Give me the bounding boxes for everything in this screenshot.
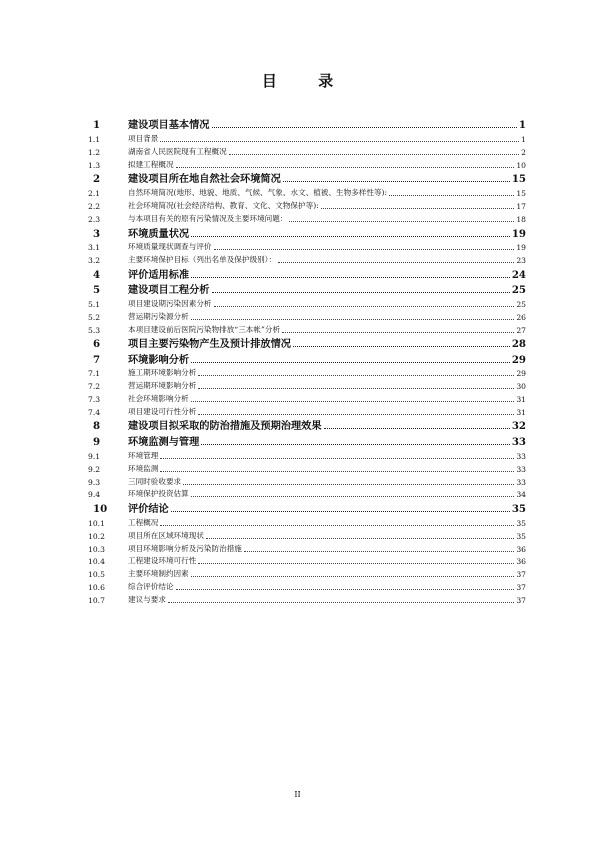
dot-leader xyxy=(283,181,510,182)
dot-leader xyxy=(191,496,515,497)
toc-entry-page: 34 xyxy=(516,490,526,500)
toc-section-entry[interactable] xyxy=(88,461,526,474)
dot-leader xyxy=(160,525,514,526)
dot-leader xyxy=(212,292,510,293)
toc-entry-page: 1 xyxy=(518,119,526,132)
toc-entry-page: 23 xyxy=(516,256,526,266)
toc-entry-number: 5 xyxy=(93,284,101,297)
toc-chapter-entry[interactable] xyxy=(88,224,526,239)
toc-entry-number: 10.6 xyxy=(88,583,105,593)
toc-entry-number: 5.1 xyxy=(88,299,101,309)
toc-entry-number: 7.2 xyxy=(88,382,101,392)
dot-leader xyxy=(160,458,514,459)
toc-entry-title: 评价结论 xyxy=(128,502,169,515)
toc-entry-page: 1 xyxy=(521,135,526,145)
dot-leader xyxy=(214,249,515,250)
toc-entry-page: 35 xyxy=(516,518,526,528)
dot-leader xyxy=(160,141,519,142)
dot-leader xyxy=(198,375,514,376)
toc-entry-number: 5.3 xyxy=(88,325,101,335)
toc-chapter-entry[interactable] xyxy=(88,116,526,131)
toc-chapter-entry[interactable] xyxy=(88,499,526,514)
toc-section-entry[interactable] xyxy=(88,378,526,391)
toc-entry-title: 环境保护投资估算 xyxy=(128,489,189,499)
toc-entry-page: 35 xyxy=(511,502,526,515)
dot-leader xyxy=(321,208,515,209)
toc-entry-page: 33 xyxy=(516,464,526,474)
toc-section-entry[interactable] xyxy=(88,515,526,528)
toc-entry-page: 25 xyxy=(516,299,526,309)
toc-entry-title: 社会环境影响分析 xyxy=(128,394,189,404)
toc-section-entry[interactable] xyxy=(88,566,526,579)
toc-entry-title: 项目建设期污染因素分析 xyxy=(128,298,212,308)
dot-leader xyxy=(176,589,515,590)
page-title: 目 录 xyxy=(261,72,352,90)
toc-section-entry[interactable] xyxy=(88,198,526,211)
toc-entry-number: 6 xyxy=(93,338,101,351)
toc-entry-page: 25 xyxy=(511,284,526,297)
dot-leader xyxy=(171,511,510,512)
toc-entry-page: 2 xyxy=(521,148,526,158)
dot-leader xyxy=(282,332,514,333)
toc-section-entry[interactable] xyxy=(88,144,526,157)
toc-entry-number: 8 xyxy=(93,420,101,433)
dot-leader xyxy=(191,576,515,577)
dot-leader xyxy=(176,167,515,168)
toc-section-entry[interactable] xyxy=(88,592,526,605)
toc-entry-number: 10.5 xyxy=(88,570,105,580)
toc-entry-title: 湖南省人民医院现有工程概况 xyxy=(128,147,227,157)
toc-entry-number: 9.4 xyxy=(88,490,101,500)
toc-chapter-entry[interactable] xyxy=(88,432,526,447)
toc-entry-title: 环境监测 xyxy=(128,463,159,473)
toc-entry-title: 环境管理 xyxy=(128,450,159,460)
toc-entry-page: 19 xyxy=(511,227,526,240)
toc-entry-page: 33 xyxy=(511,435,526,448)
toc-entry-title: 项目环境影响分析及污染防治措施 xyxy=(128,543,242,553)
toc-entry-number: 10.4 xyxy=(88,557,105,567)
toc-entry-title: 建议与要求 xyxy=(128,595,166,605)
toc-entry-page: 18 xyxy=(516,215,526,225)
toc-entry-title: 项目所在区域环境现状 xyxy=(128,530,204,540)
toc-section-entry[interactable] xyxy=(88,157,526,170)
toc-entry-number: 9.3 xyxy=(88,477,101,487)
toc-entry-title: 项目背景 xyxy=(128,134,159,144)
toc-entry-title: 项目主要污染物产生及预计排放情况 xyxy=(128,338,291,351)
dot-leader xyxy=(293,346,510,347)
toc-entry-number: 1.2 xyxy=(88,148,101,158)
toc-entry-title: 主要环境保护目标（列出名单及保护级别）： xyxy=(128,255,277,265)
toc-entry-number: 9.2 xyxy=(88,464,101,474)
toc-entry-title: 建设项目基本情况 xyxy=(128,119,210,132)
dot-leader xyxy=(278,262,514,263)
dot-leader xyxy=(244,551,514,552)
toc-section-entry[interactable] xyxy=(88,322,526,335)
toc-entry-title: 自然环境简况(地形、地貌、地质、气候、气象、水文、植被、生物多样性等): xyxy=(128,188,388,198)
toc-entry-page: 27 xyxy=(516,325,526,335)
toc-entry-title: 建设项目工程分析 xyxy=(128,284,210,297)
toc-entry-title: 建设项目拟采取的防治措施及预期治理效果 xyxy=(128,420,322,433)
toc-section-entry[interactable] xyxy=(88,448,526,461)
dot-leader xyxy=(206,538,514,539)
toc-section-entry[interactable] xyxy=(88,309,526,322)
toc-entry-title: 施工期环境影响分析 xyxy=(128,368,197,378)
dot-leader xyxy=(198,414,514,415)
toc-entry-number: 4 xyxy=(93,268,101,281)
toc-entry-number: 5.2 xyxy=(88,312,101,322)
toc-entry-title: 主要环境制约因素 xyxy=(128,569,189,579)
dot-leader xyxy=(229,154,519,155)
toc-entry-title: 环境质量现状调查与评价 xyxy=(128,242,212,252)
toc-entry-title: 环境质量状况 xyxy=(128,227,190,240)
toc-entry-page: 31 xyxy=(516,408,526,418)
toc-entry-title: 环境监测与管理 xyxy=(128,435,200,448)
toc-entry-page: 32 xyxy=(511,420,526,433)
dot-leader xyxy=(168,602,514,603)
toc-section-entry[interactable] xyxy=(88,541,526,554)
toc-entry-page: 19 xyxy=(516,243,526,253)
toc-entry-page: 10 xyxy=(516,161,526,171)
toc-entry-number: 10.3 xyxy=(88,544,105,554)
dot-leader xyxy=(198,388,514,389)
dot-leader xyxy=(212,127,517,128)
toc-section-entry[interactable] xyxy=(88,185,526,198)
toc-chapter-entry[interactable] xyxy=(88,281,526,296)
toc-entry-number: 2 xyxy=(93,173,101,186)
toc-section-entry[interactable] xyxy=(88,404,526,417)
toc-entry-number: 7.1 xyxy=(88,369,101,379)
dot-leader xyxy=(389,195,514,196)
toc-entry-page: 35 xyxy=(516,531,526,541)
toc-entry-page: 15 xyxy=(511,173,526,186)
dot-leader xyxy=(191,319,515,320)
toc-entry-number: 2.2 xyxy=(88,202,101,212)
toc-entry-page: 29 xyxy=(511,353,526,366)
toc-entry-number: 3.1 xyxy=(88,243,101,253)
dot-leader xyxy=(191,362,510,363)
toc-entry-title: 三同时验收要求 xyxy=(128,476,182,486)
page-number-footer: II xyxy=(294,790,301,799)
toc-entry-title: 营运期环境影响分析 xyxy=(128,381,197,391)
toc-entry-number: 7 xyxy=(93,353,101,366)
toc-section-entry[interactable] xyxy=(88,252,526,265)
toc-entry-page: 33 xyxy=(516,451,526,461)
dot-leader xyxy=(191,401,515,402)
dot-leader xyxy=(201,444,510,445)
toc-section-entry[interactable] xyxy=(88,528,526,541)
toc-entry-page: 37 xyxy=(516,570,526,580)
dot-leader xyxy=(198,563,514,564)
toc-chapter-entry[interactable] xyxy=(88,170,526,185)
toc-section-entry[interactable] xyxy=(88,487,526,500)
toc-entry-number: 1 xyxy=(93,119,101,132)
toc-entry-number: 7.3 xyxy=(88,395,101,405)
toc-section-entry[interactable] xyxy=(88,579,526,592)
toc-section-entry[interactable] xyxy=(88,211,526,224)
toc-entry-number: 7.4 xyxy=(88,408,101,418)
toc-entry-page: 33 xyxy=(516,477,526,487)
toc-entry-number: 10.2 xyxy=(88,531,105,541)
toc-section-entry[interactable] xyxy=(88,474,526,487)
toc-section-entry[interactable] xyxy=(88,554,526,567)
dot-leader xyxy=(191,277,510,278)
dot-leader xyxy=(324,428,510,429)
toc-entry-number: 3.2 xyxy=(88,256,101,266)
toc-entry-page: 15 xyxy=(516,189,526,199)
toc-entry-title: 工程建设环境可行性 xyxy=(128,556,197,566)
table-of-contents xyxy=(88,116,526,605)
toc-entry-title: 建设项目所在地自然社会环境简况 xyxy=(128,173,281,186)
toc-entry-number: 10 xyxy=(93,502,108,515)
dot-leader xyxy=(289,221,514,222)
toc-entry-number: 3 xyxy=(93,227,101,240)
toc-entry-page: 24 xyxy=(511,268,526,281)
toc-entry-title: 项目建设可行性分析 xyxy=(128,407,197,417)
toc-entry-title: 评价适用标准 xyxy=(128,268,190,281)
toc-entry-title: 与本项目有关的原有污染情况及主要环境问题： xyxy=(128,214,288,224)
toc-entry-number: 1.3 xyxy=(88,161,101,171)
toc-entry-number: 9 xyxy=(93,435,101,448)
toc-entry-page: 36 xyxy=(516,544,526,554)
toc-entry-title: 工程概况 xyxy=(128,517,159,527)
toc-entry-number: 10.7 xyxy=(88,596,105,606)
toc-entry-page: 28 xyxy=(511,338,526,351)
dot-leader xyxy=(160,471,514,472)
toc-entry-number: 2.3 xyxy=(88,215,101,225)
toc-entry-number: 1.1 xyxy=(88,135,101,145)
toc-entry-page: 29 xyxy=(516,369,526,379)
toc-entry-page: 36 xyxy=(516,557,526,567)
toc-chapter-entry[interactable] xyxy=(88,417,526,432)
toc-entry-title: 本项目建设前后医院污染物排放“三本帐”分析 xyxy=(128,324,281,334)
toc-entry-page: 26 xyxy=(516,312,526,322)
toc-entry-number: 10.1 xyxy=(88,518,105,528)
toc-entry-title: 综合评价结论 xyxy=(128,582,174,592)
toc-section-entry[interactable] xyxy=(88,131,526,144)
toc-entry-page: 31 xyxy=(516,395,526,405)
toc-entry-page: 37 xyxy=(516,583,526,593)
dot-leader xyxy=(191,236,510,237)
toc-entry-title: 社会环境简况(社会经济结构、教育、文化、文物保护等): xyxy=(128,201,319,211)
toc-section-entry[interactable] xyxy=(88,240,526,253)
toc-entry-page: 37 xyxy=(516,596,526,606)
toc-section-entry[interactable] xyxy=(88,391,526,404)
toc-entry-title: 环境影响分析 xyxy=(128,353,190,366)
toc-chapter-entry[interactable] xyxy=(88,350,526,365)
toc-entry-page: 17 xyxy=(516,202,526,212)
toc-section-entry[interactable] xyxy=(88,366,526,379)
dot-leader xyxy=(214,306,515,307)
toc-entry-number: 9.1 xyxy=(88,451,101,461)
toc-entry-page: 30 xyxy=(516,382,526,392)
toc-entry-title: 营运期污染源分析 xyxy=(128,311,189,321)
toc-chapter-entry[interactable] xyxy=(88,335,526,350)
toc-entry-number: 2.1 xyxy=(88,189,101,199)
toc-section-entry[interactable] xyxy=(88,296,526,309)
toc-chapter-entry[interactable] xyxy=(88,265,526,280)
dot-leader xyxy=(183,484,514,485)
toc-entry-title: 拟建工程概况 xyxy=(128,160,174,170)
